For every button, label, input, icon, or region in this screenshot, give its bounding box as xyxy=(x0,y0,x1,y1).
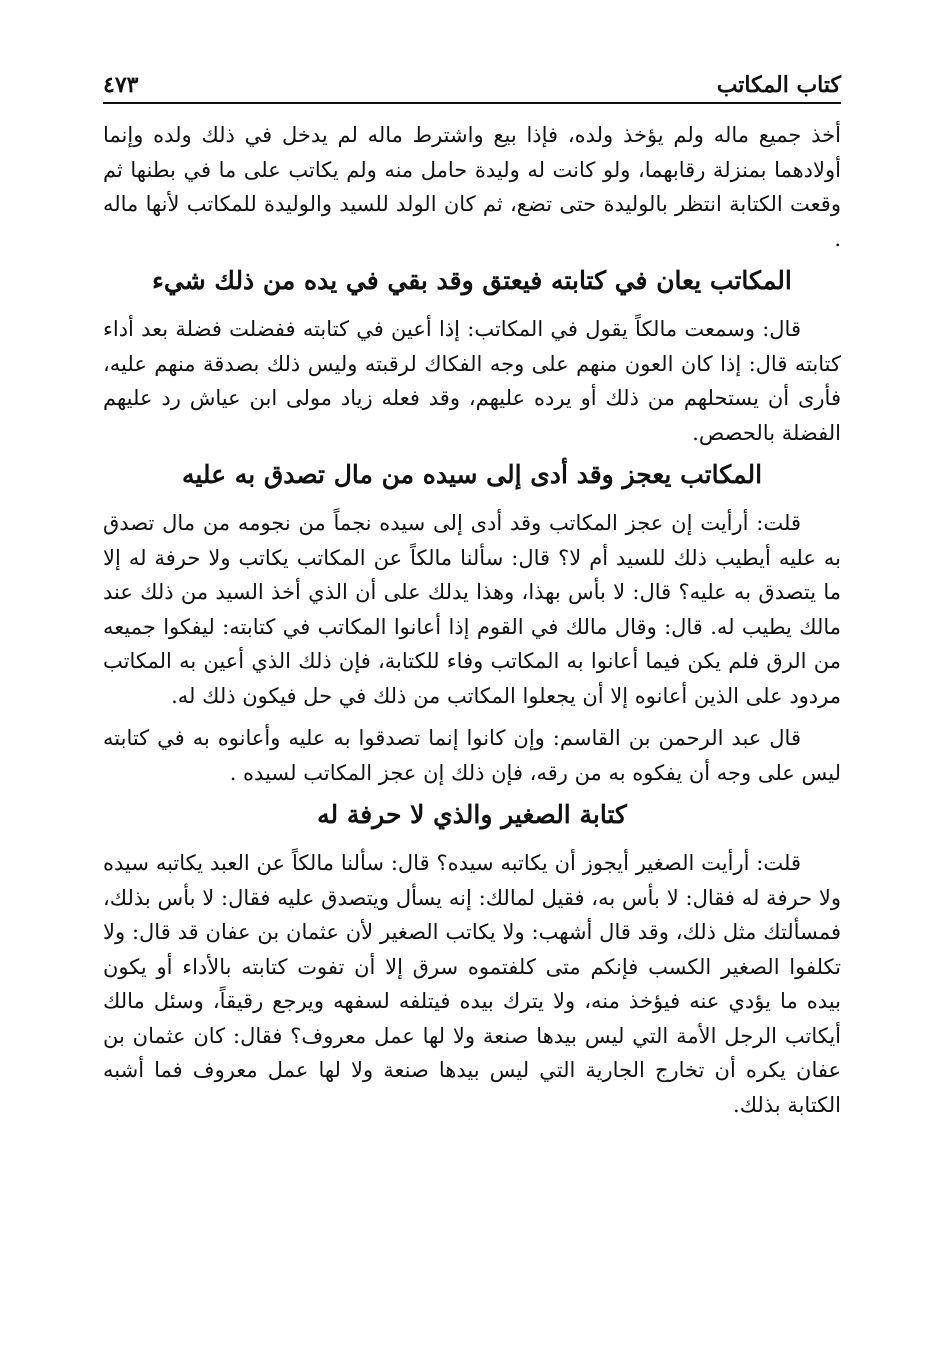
paragraph: قلت: أرأيت إن عجز المكاتب وقد أدى إلى سيده نجماً من نجومه من مال تصدق به عليه أيطيب ذلك للسيد أم لا؟ قال: سألنا مالكاً عن المكاتب يكاتب ولا حرفة له إلا ما يتصدق به عليه؟ قال: لا بأس بهذا، وهذا يدلك على أن الذي أخذ السيد من ذلك عند مالك يطيب له. قال: وقال مالك في القوم إذا أعانوا المكاتب في كتابته: ليفكوا جميعه من الرق فلم يكن فيما أعانوا به المكاتب وفاء للكتابة، فإن ذلك الذي أعين به المكاتب مردود على الذين أعانوه إلا أن يجعلوا المكاتب من ذلك في حل فيكون ذلك له. xyxy=(103,511,841,708)
section-heading: المكاتب يعان في كتابته فيعتق وقد بقي في يده من ذلك شيء xyxy=(152,266,792,295)
page-header xyxy=(103,64,841,104)
running-title: كتاب المكاتب xyxy=(716,72,841,98)
page-number: ٤٧٣ xyxy=(103,72,139,98)
paragraph: أخذ جميع ماله ولم يؤخذ ولده، فإذا بيع واشترط ماله لم يدخل في ذلك ولده وإنما أولادهما بمنزلة رقابهما، ولو كانت له وليدة حامل منه ولم يكاتب على ما في بطنها ثم وقعت الكتابة انتظر بالوليدة حتى تضع، ثم كان الولد للسيد والوليدة للمكاتب لأنها ماله . xyxy=(103,123,841,251)
section-heading: المكاتب يعجز وقد أدى إلى سيده من مال تصدق به عليه xyxy=(181,460,763,489)
section-heading: كتابة الصغير والذي لا حرفة له xyxy=(317,800,627,829)
paragraph: قلت: أرأيت الصغير أيجوز أن يكاتبه سيده؟ قال: سألنا مالكاً عن العبد يكاتبه سيده ولا حرفة له فقال: لا بأس به، فقيل لمالك: إنه يسأل ويتصدق عليه فقال: لا بأس بذلك، فمسألتك مثل ذلك، وقد قال أشهب: ولا يكاتب الصغير لأن عثمان بن عفان قد قال: ولا تكلفوا الصغير الكسب فإنكم متى كلفتموه سرق إلا أن تفوت كتابته بالأداء أو يكون بيده ما يؤدي عنه فيؤخذ منه، ولا يترك بيده فيتلفه لسفهه ويرجع رقيقاً، وسئل مالك أيكاتب الرجل الأمة التي ليس بيدها صنعة ولا لها عمل معروف؟ فقال: كان عثمان بن عفان يكره أن تخارج الجارية التي ليس بيدها صنعة ولا لها عمل معروف فما أشبه الكتابة بذلك. xyxy=(103,851,841,1117)
paragraph: قال عبد الرحمن بن القاسم: وإن كانوا إنما تصدقوا به عليه وأعانوه به في كتابته ليس على وجه أن يفكوه به من رقه، فإن ذلك إن عجز المكاتب لسيده . xyxy=(103,726,841,785)
page-body xyxy=(103,118,841,1130)
paragraph: قال: وسمعت مالكاً يقول في المكاتب: إذا أعين في كتابته ففضلت فضلة بعد أداء كتابته قال: إذا كان العون منهم على وجه الفكاك لرقبته وليس ذلك بصدقة منهم عليه، فأرى أن يستحلهم من ذلك أو يرده عليهم، وقد فعله زياد مولى ابن عياش رد عليهم الفضلة بالحصص. xyxy=(103,317,841,445)
